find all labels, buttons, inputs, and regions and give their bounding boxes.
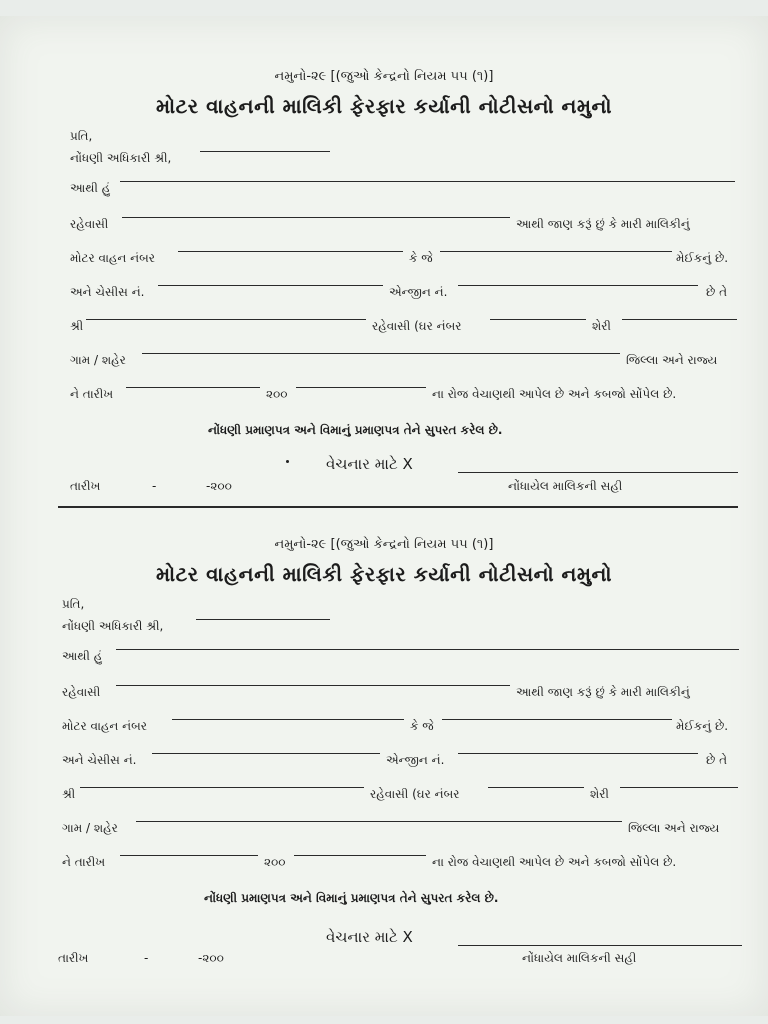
date-year: -૨૦૦ xyxy=(198,951,224,965)
date-footer-label: તારીખ xyxy=(70,479,101,493)
name-field[interactable] xyxy=(116,649,739,650)
village-city-label: ગામ / શહેર xyxy=(62,821,118,835)
sold-text: ના રોજ વેચાણથી આપેલ છે અને કબજો સોંપેલ છે. xyxy=(432,855,677,869)
vehicle-number-field[interactable] xyxy=(178,251,403,252)
engine-field[interactable] xyxy=(458,285,698,286)
house-number-field[interactable] xyxy=(488,787,584,788)
to-label: પ્રતિ, xyxy=(70,129,93,143)
certificate-note: નોંધણી પ્રમાણપત્ર અને વિમાનું પ્રમાણપત્ર તેને સુપરત કરેલ છે. xyxy=(204,891,499,905)
village-city-field[interactable] xyxy=(136,821,622,822)
date-dash: - xyxy=(144,951,149,965)
street-label: શેરી xyxy=(592,319,611,333)
street-field[interactable] xyxy=(622,319,737,320)
vehicle-number-field[interactable] xyxy=(172,719,404,720)
officer-label: નોંધણી અધિકારી શ્રી, xyxy=(62,619,164,633)
house-number-label: રહેવાસી (ઘર નંબર xyxy=(370,787,460,801)
buyer-name-field[interactable] xyxy=(86,319,366,320)
date-field[interactable] xyxy=(120,855,258,856)
buyer-name-field[interactable] xyxy=(80,787,364,788)
form-heading: નમુનો-૨૯ [(જુઓ કેન્દ્રનો નિયમ ૫૫ (૧)] xyxy=(274,537,494,552)
which-label: કે જે xyxy=(409,251,433,265)
shri-label: શ્રી xyxy=(70,319,84,333)
address-field[interactable] xyxy=(122,217,510,218)
house-number-label: રહેવાસી (ઘર નંબર xyxy=(372,319,462,333)
date-field[interactable] xyxy=(126,387,260,388)
date-year: -૨૦૦ xyxy=(206,479,232,493)
chassis-label: અને ચેસીસ નં. xyxy=(70,285,145,299)
certificate-note: નોંધણી પ્રમાણપત્ર અને વિમાનું પ્રમાણપત્ર તેને સુપરત કરેલ છે. xyxy=(208,423,503,437)
address-field[interactable] xyxy=(116,685,510,686)
make-label: મેઈકનું છે. xyxy=(676,719,729,733)
engine-label: એન્જીન નં. xyxy=(389,285,448,299)
officer-label: નોંધણી અધિકારી શ્રી, xyxy=(70,151,172,165)
house-number-field[interactable] xyxy=(490,319,586,320)
ink-dot xyxy=(286,460,289,463)
seller-signature-field[interactable] xyxy=(458,472,738,473)
chassis-field[interactable] xyxy=(158,285,383,286)
date-label: ને તારીખ xyxy=(70,387,114,401)
resident-label: રહેવાસી xyxy=(62,685,101,699)
district-state-label: જિલ્લા અને રાજ્ય xyxy=(628,821,720,835)
vehicle-number-label: મોટર વાહન નંબર xyxy=(70,251,155,265)
seller-label: વેચનાર માટે X xyxy=(326,928,413,946)
make-label: મેઈકનું છે. xyxy=(676,251,729,265)
document-page xyxy=(0,16,768,1016)
which-label: કે જે xyxy=(410,719,434,733)
date-footer-label: તારીખ xyxy=(58,951,89,965)
year-prefix: ૨૦૦ xyxy=(264,855,286,869)
form-title: મોટર વાહનની માલિકી ફેરફાર કર્યાની નોટીસનો નમુનો xyxy=(156,94,612,118)
chassis-label: અને ચેસીસ નં. xyxy=(62,753,137,767)
shri-label: શ્રી xyxy=(62,787,76,801)
that-label: છે તે xyxy=(706,753,728,767)
form-title: મોટર વાહનની માલિકી ફેરફાર કર્યાની નોટીસનો નમુનો xyxy=(156,562,612,586)
owner-signature-label: નોંધાયેલ માલિકની સહી xyxy=(522,951,637,965)
chassis-field[interactable] xyxy=(152,753,380,754)
engine-field[interactable] xyxy=(458,753,698,754)
i-label: આથી હું xyxy=(62,649,103,663)
street-label: શેરી xyxy=(590,787,609,801)
make-field[interactable] xyxy=(440,251,672,252)
year-field[interactable] xyxy=(296,387,426,388)
vehicle-number-label: મોટર વાહન નંબર xyxy=(62,719,147,733)
officer-name-field[interactable] xyxy=(200,151,330,152)
year-prefix: ૨૦૦ xyxy=(266,387,288,401)
make-field[interactable] xyxy=(442,719,672,720)
officer-name-field[interactable] xyxy=(196,619,330,620)
village-city-field[interactable] xyxy=(142,353,620,354)
resident-label: રહેવાસી xyxy=(70,217,109,231)
date-label: ને તારીખ xyxy=(62,855,106,869)
form-heading: નમુનો-૨૯ [(જુઓ કેન્દ્રનો નિયમ ૫૫ (૧)] xyxy=(274,69,494,84)
date-dash: - xyxy=(152,479,157,493)
street-field[interactable] xyxy=(620,787,738,788)
to-label: પ્રતિ, xyxy=(62,597,85,611)
sold-text: ના રોજ વેચાણથી આપેલ છે અને કબજો સોંપેલ છે. xyxy=(432,387,677,401)
name-field[interactable] xyxy=(120,181,735,182)
i-label: આથી હું xyxy=(70,181,111,195)
engine-label: એન્જીન નં. xyxy=(386,753,445,767)
inform-text: આથી જાણ કરૂં છું કે મારી માલિકીનું xyxy=(516,685,690,699)
that-label: છે તે xyxy=(706,285,728,299)
inform-text: આથી જાણ કરૂં છું કે મારી માલિકીનું xyxy=(516,217,690,231)
district-state-label: જિલ્લા અને રાજ્ય xyxy=(626,353,718,367)
section-divider xyxy=(58,506,738,508)
seller-label: વેચનાર માટે X xyxy=(326,455,413,473)
village-city-label: ગામ / શહેર xyxy=(70,353,126,367)
seller-signature-field[interactable] xyxy=(458,945,742,946)
year-field[interactable] xyxy=(294,855,426,856)
owner-signature-label: નોંધાયેલ માલિકની સહી xyxy=(508,479,623,493)
